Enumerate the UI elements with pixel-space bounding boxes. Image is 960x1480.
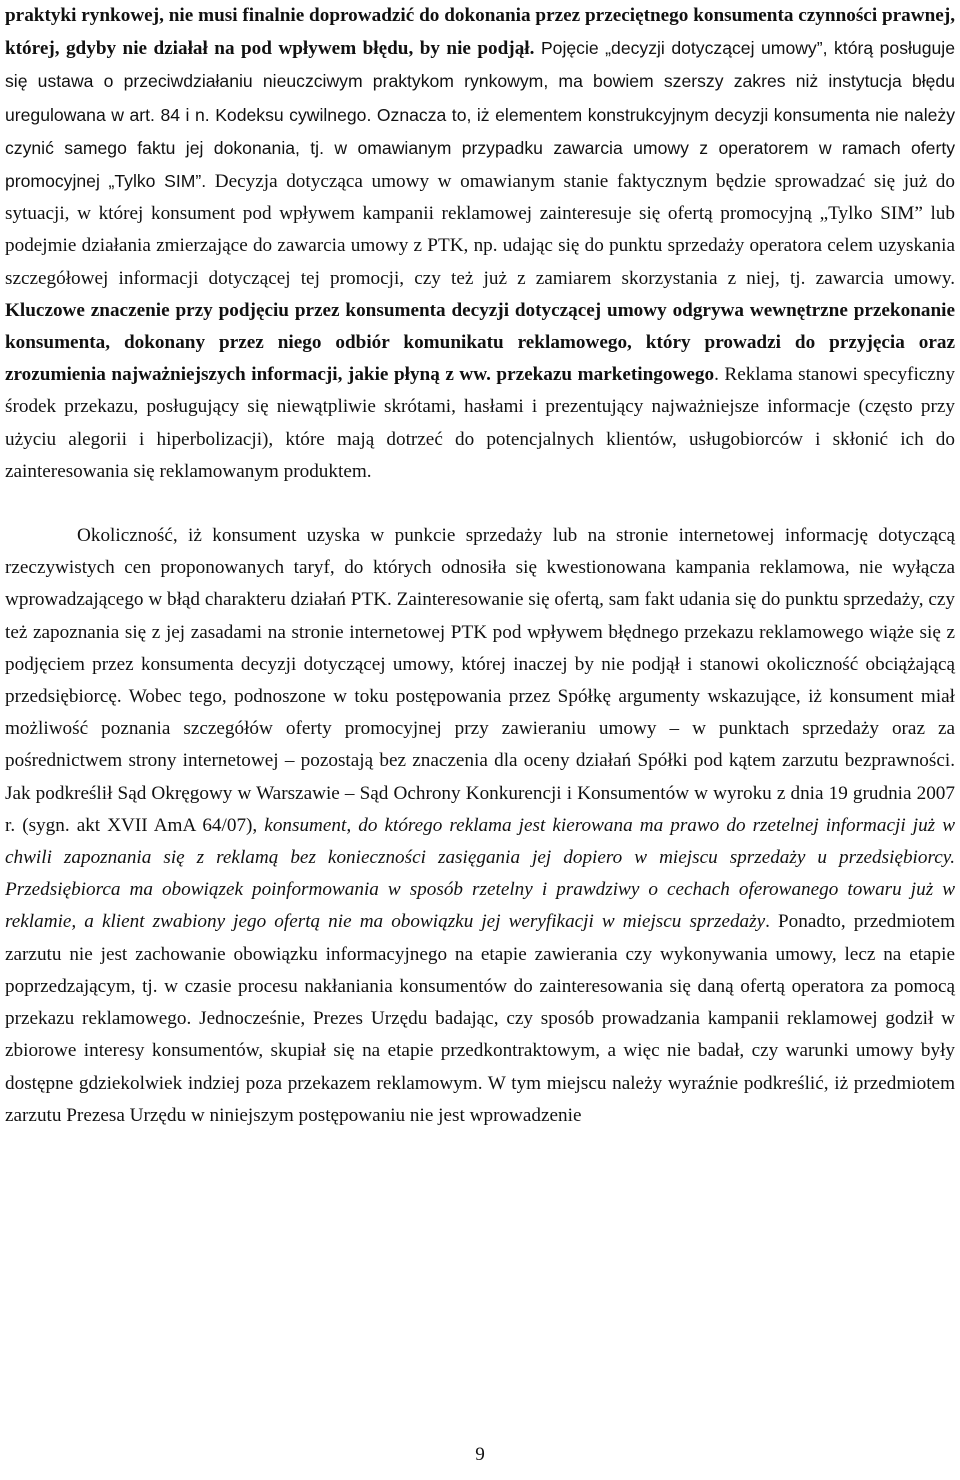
page-number: 9 bbox=[475, 1444, 485, 1465]
body-text: . Ponadto, przedmiotem zarzutu nie jest zachowanie obowiązku informacyjnego na etapie zawierania czy wykonywania umowy, lecz na etapie poprzedzającym, tj. w czasie procesu nakłaniania konsumentów do zainteresowania się daną ofertą operatora za pomocą przekazu reklamowego. Jednocześnie, Prezes Urzędu badając, czy sposób prowadzania kampanii reklamowej godził w zbiorowe interesy konsumentów, skupiał się na etapie przedkontraktowym, a więc nie badał, czy warunki umowy były dostępne gdziekolwiek indziej poza przekazem reklamowym. W tym miejscu należy wyraźnie podkreślić, iż przedmiotem zarzutu Prezesa Urzędu w niniejszym postępowaniu nie jest wprowadzenie bbox=[5, 911, 955, 1126]
italic-quote: konsument, do którego reklama jest kierowana ma prawo do rzetelnej informacji już w chwili zapoznania się z reklamą bez konieczności zasięgania jej dopiero w miejscu sprzedaży u przedsiębiorcy. Przedsiębiorca ma obowiązek poinformowania w sposób rzetelny i prawdziwy o cechach oferowanego towaru już w reklamie, a klient zwabiony jego ofertą nie ma obowiązku jej weryfikacji w miejscu sprzedaży bbox=[5, 814, 955, 933]
paragraph-1 bbox=[5, 0, 955, 488]
body-text: . Reklama stanowi specyficzny środek przekazu, posługujący się niewątpliwie skrótami, hasłami i prezentujący najważniejsze informacje (często przy użyciu alegorii i hiperbolizacji), które mają dotrzeć do potencjalnych klientów, usługobiorców i skłonić ich do zainteresowania się reklamowanym produktem. bbox=[5, 364, 955, 482]
body-text: Okoliczność, iż konsument uzyska w punkcie sprzedaży lub na stronie internetowej informację dotyczącą rzeczywistych cen proponowanych taryf, do których odnosiła się kwestionowana kampania reklamowa, nie wyłącza wprowadzającego w błąd charakteru działań PTK. Zainteresowanie się ofertą, sam fakt udania się do punktu sprzedaży, czy też zapoznania się z jej zasadami na stronie internetowej PTK pod wpływem błędnego przekazu reklamowego wiąże się z podjęciem przez konsumenta decyzji dotyczącej umowy, której inaczej by nie podjął i stanowi okoliczność obciążającą przedsiębiorcę. Wobec tego, podnoszone w toku postępowania przez Spółkę argumenty wskazujące, iż konsument miał możliwość poznania szczegółów oferty promocyjnej przy zawieraniu umowy – w punktach sprzedaży oraz za pośrednictwem strony internetowej – pozostają bez znaczenia dla oceny działań Spółki pod kątem zarzutu bezprawności. Jak podkreślił Sąd Okręgowy w Warszawie – Sąd Ochrony Konkurencji i Konsumentów w wyroku z dnia 19 grudnia 2007 r. (sygn. akt XVII AmA 64/07), bbox=[5, 525, 955, 836]
paragraph-2 bbox=[5, 520, 955, 1132]
body-text: Pojęcie „decyzji dotyczącej umowy”, którą posługuje się ustawa o przeciwdziałaniu nieuczciwym praktykom rynkowym, ma bowiem szerszy zakres niż instytucja błędu uregulowana w art. 84 i n. Kodeksu cywilnego. Oznacza to, iż elementem konstrukcyjnym decyzji konsumenta nie należy czynić samego faktu jej dokonania, tj. w omawianym przypadku zawarcia umowy z operatorem w ramach oferty promocyjnej „Tylko SIM”. bbox=[5, 38, 955, 192]
bold-text: praktyki rynkowej, nie musi finalnie doprowadzić do dokonania przez przeciętnego konsumenta czynności prawnej, której, gdyby nie działał na pod wpływem błędu, by nie podjął. bbox=[5, 5, 955, 60]
body-text: Decyzja dotycząca umowy w omawianym stanie faktycznym będzie sprowadzać się już do sytuacji, w której konsument pod wpływem kampanii reklamowej zainteresuje się ofertą promocyjną „Tylko SIM” lub podejmie działania zmierzające do zawarcia umowy z PTK, np. udając się do punktu sprzedaży operatora celem uzyskania szczegółowej informacji dotyczącej tej promocji, czy też już z zamiarem skorzystania z niej, tj. zawarcia umowy. bbox=[5, 171, 955, 289]
document-page bbox=[5, 0, 955, 1132]
bold-text: Kluczowe znaczenie przy podjęciu przez konsumenta decyzji dotyczącej umowy odgrywa wewnętrzne przekonanie konsumenta, dokonany przez niego odbiór komunikatu reklamowego, który prowadzi do przyjęcia oraz zrozumienia najważniejszych informacji, jakie płyną z ww. przekazu marketingowego bbox=[5, 299, 955, 386]
